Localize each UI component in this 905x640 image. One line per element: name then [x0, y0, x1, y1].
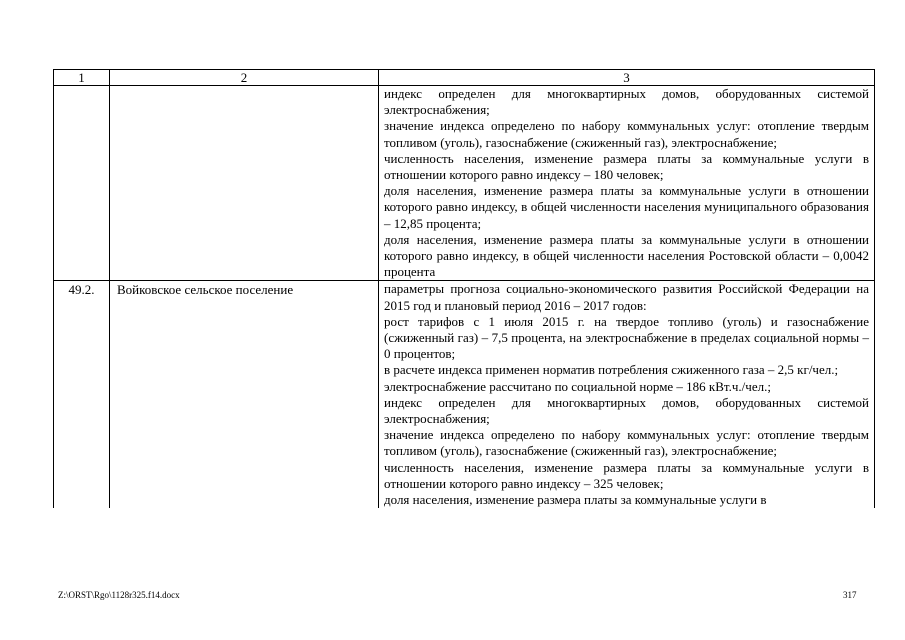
- description-paragraph: доля населения, изменение размера платы за коммунальные услуги в отношении которого равно индексу, в общей численности населения муниципального образования – 12,85 процента;: [384, 183, 869, 231]
- description-paragraph: значение индекса определено по набору коммунальных услуг: отопление твердым топливом (уголь), газоснабжение (сжиженный газ), электроснабжение;: [384, 118, 869, 150]
- description-paragraph: индекс определен для многоквартирных домов, оборудованных системой электроснабжения;: [384, 86, 869, 118]
- description-paragraph: рост тарифов с 1 июля 2015 г. на твердое топливо (уголь) и газоснабжение (сжиженный газ) – 7,5 процента, на электроснабжение в пределах социальной нормы – 0 процентов;: [384, 313, 869, 362]
- document-table: [53, 69, 875, 508]
- description-paragraph: индекс определен для многоквартирных домов, оборудованных системой электроснабжения;: [384, 394, 869, 427]
- description-paragraph: электроснабжение рассчитано по социальной норме – 186 кВт.ч./чел.;: [384, 378, 771, 394]
- row-number: 49.2.: [54, 281, 110, 508]
- description-paragraph: значение индекса определено по набору коммунальных услуг: отопление твердым топливом (уголь), газоснабжение (сжиженный газ), электроснабжение;: [384, 427, 869, 459]
- file-path-footer: Z:\ORST\Rgo\1128r325.f14.docx: [58, 590, 180, 600]
- row-description: [379, 281, 875, 508]
- row-number: [54, 86, 110, 281]
- table-row: [54, 281, 875, 508]
- description-paragraph: численность населения, изменение размера платы за коммунальные услуги в отношении которого равно индексу – 325 человек;: [384, 459, 869, 491]
- header-col-2: 2: [110, 70, 379, 86]
- page-number: 317: [843, 590, 857, 600]
- header-row: [54, 70, 875, 86]
- description-paragraph: параметры прогноза социально-экономического развития Российской Федерации на 2015 год и плановый период 2016 – 2017 годов:: [384, 281, 869, 313]
- row-name: Войковское сельское поселение: [110, 281, 379, 508]
- description-paragraph: доля населения, изменение размера платы за коммунальные услуги в отношении которого равно индексу, в общей численности населения Ростовской области – 0,0042 процента: [384, 231, 869, 280]
- row-name: [110, 86, 379, 281]
- description-paragraph: численность населения, изменение размера платы за коммунальные услуги в отношении которого равно индексу – 180 человек;: [384, 150, 869, 183]
- description-paragraph: доля населения, изменение размера платы за коммунальные услуги в: [384, 492, 767, 508]
- row-description: [379, 86, 875, 281]
- header-col-3: 3: [379, 70, 875, 86]
- description-paragraph: в расчете индекса применен норматив потребления сжиженного газа – 2,5 кг/чел.;: [384, 362, 839, 378]
- table-row: [54, 86, 875, 281]
- header-col-1: 1: [54, 70, 110, 86]
